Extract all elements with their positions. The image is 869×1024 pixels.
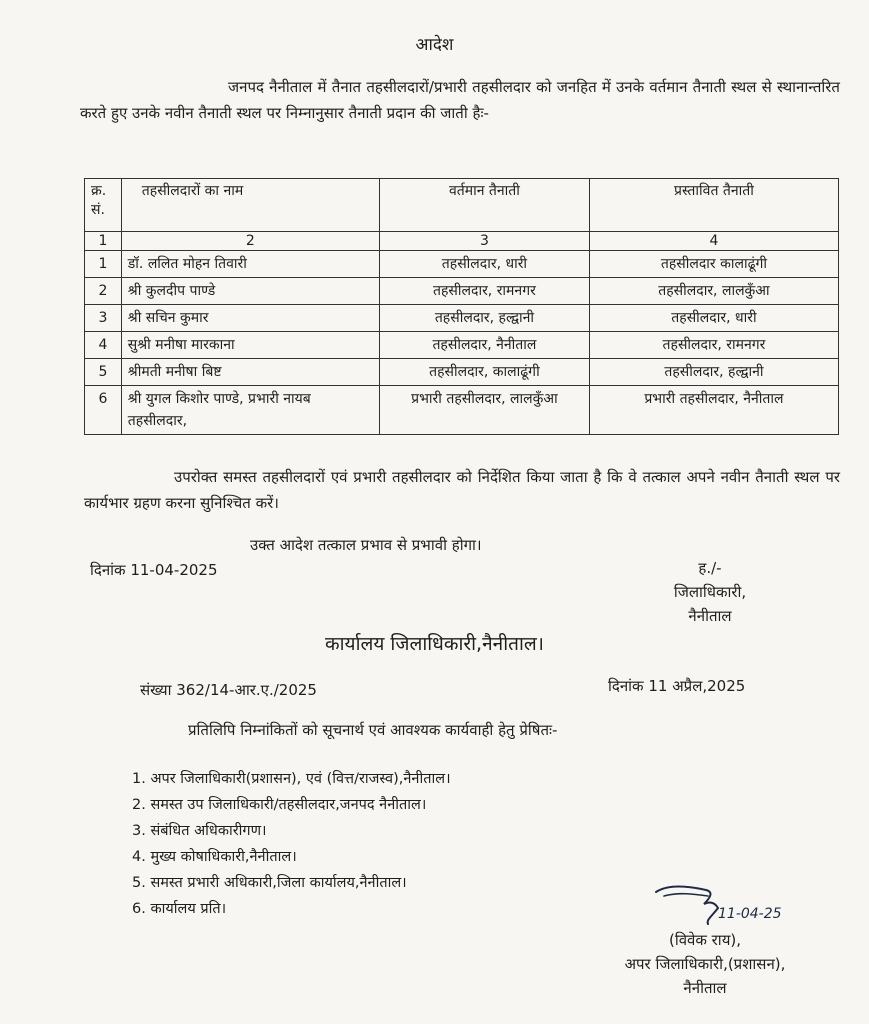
order-signature-block: [650, 556, 770, 628]
row-proposed-posting: प्रभारी तहसीलदार, नैनीताल: [589, 386, 838, 435]
signatory-place: नैनीताल: [688, 607, 732, 625]
list-item: 1. अपर जिलाधिकारी(प्रशासन), एवं (वित्त/राजस्व),नैनीताल।: [132, 771, 451, 787]
row-proposed-posting: तहसीलदार कालाढूंगी: [589, 251, 838, 278]
column-number: 3: [379, 232, 589, 251]
row-name: श्री युगल किशोर पाण्डे, प्रभारी नायब तहसीलदार,: [121, 386, 379, 435]
signer-place: नैनीताल: [683, 979, 727, 997]
table-row: [85, 251, 839, 278]
list-item: 3. संबंधित अधिकारीगण।: [132, 823, 267, 839]
row-name: डॉ. ललित मोहन तिवारी: [121, 251, 379, 278]
header-name: तहसीलदारों का नाम: [121, 179, 379, 232]
copy-to-line: प्रतिलिपि निम्नांकितों को सूचनार्थ एवं आवश्यक कार्यवाही हेतु प्रेषितः-: [188, 721, 558, 739]
order-date: दिनांक 11-04-2025: [90, 561, 218, 579]
signer-name: (विवेक राय),: [668, 931, 742, 949]
signatory-title: जिलाधिकारी,: [673, 583, 747, 601]
reference-number: संख्या 362/14-आर.ए./2025: [140, 681, 317, 699]
row-proposed-posting: तहसीलदार, लालकुँआ: [589, 278, 838, 305]
column-number: 2: [121, 232, 379, 251]
row-current-posting: तहसीलदार, हल्द्वानी: [379, 305, 589, 332]
table-row: [85, 386, 839, 435]
list-item: 2. समस्त उप जिलाधिकारी/तहसीलदार,जनपद नैनीताल।: [132, 797, 427, 813]
table-row: [85, 359, 839, 386]
order-intro-paragraph: जनपद नैनीताल में तैनात तहसीलदारों/प्रभारी तहसीलदार को जनहित में उनके वर्तमान तैनाती स्थल से स्थानान्तरित करते हुए उनके नवीन तैनाती स्थल पर निम्नानुसार तैनाती प्रदान की जाती हैः-: [80, 78, 840, 122]
signature-date: 11-04-25: [718, 906, 782, 922]
row-serial: 5: [85, 359, 122, 386]
list-item: 4. मुख्य कोषाधिकारी,नैनीताल।: [132, 849, 297, 865]
row-current-posting: तहसीलदार, धारी: [379, 251, 589, 278]
row-proposed-posting: तहसीलदार, धारी: [589, 305, 838, 332]
row-current-posting: तहसीलदार, रामनगर: [379, 278, 589, 305]
column-number: 1: [85, 232, 122, 251]
recipient-list: [132, 766, 451, 922]
column-number-row: [85, 232, 839, 251]
table-row: [85, 278, 839, 305]
row-serial: 1: [85, 251, 122, 278]
table-row: [85, 305, 839, 332]
row-serial: 6: [85, 386, 122, 435]
list-item: 5. समस्त प्रभारी अधिकारी,जिला कार्यालय,नैनीताल।: [132, 875, 407, 891]
row-serial: 2: [85, 278, 122, 305]
transfer-table: [84, 178, 839, 435]
row-proposed-posting: तहसीलदार, रामनगर: [589, 332, 838, 359]
row-current-posting: प्रभारी तहसीलदार, लालकुँआ: [379, 386, 589, 435]
row-name: श्री सचिन कुमार: [121, 305, 379, 332]
row-name: श्रीमती मनीषा बिष्ट: [121, 359, 379, 386]
handwritten-signature: [648, 882, 798, 932]
row-current-posting: तहसीलदार, नैनीताल: [379, 332, 589, 359]
header-proposed-posting: प्रस्तावित तैनाती: [589, 179, 838, 232]
row-name: श्री कुलदीप पाण्डे: [121, 278, 379, 305]
row-serial: 4: [85, 332, 122, 359]
row-current-posting: तहसीलदार, कालाढूंगी: [379, 359, 589, 386]
order-title: आदेश: [415, 35, 454, 55]
column-number: 4: [589, 232, 838, 251]
row-serial: 3: [85, 305, 122, 332]
row-proposed-posting: तहसीलदार, हल्द्वानी: [589, 359, 838, 386]
row-name: सुश्री मनीषा मारकाना: [121, 332, 379, 359]
header-serial: क्र. सं.: [85, 179, 122, 232]
reference-date: दिनांक 11 अप्रैल,2025: [608, 677, 746, 695]
signer-title: अपर जिलाधिकारी,(प्रशासन),: [624, 955, 786, 973]
list-item: 6. कार्यालय प्रति।: [132, 901, 227, 917]
header-current-posting: वर्तमान तैनाती: [379, 179, 589, 232]
table-row: [85, 332, 839, 359]
office-heading: कार्यालय जिलाधिकारी,नैनीताल।: [325, 633, 544, 655]
signed-mark: ह./-: [698, 559, 722, 577]
effect-line: उक्त आदेश तत्काल प्रभाव से प्रभावी होगा।: [250, 536, 482, 554]
table-header-row: [85, 179, 839, 232]
directive-paragraph: उपरोक्त समस्त तहसीलदारों एवं प्रभारी तहसीलदार को निर्देशित किया जाता है कि वे तत्काल अपने नवीन तैनाती स्थल पर कार्यभार ग्रहण करना सुनिश्चित करें।: [84, 468, 840, 512]
office-signature-block: [590, 928, 820, 1000]
